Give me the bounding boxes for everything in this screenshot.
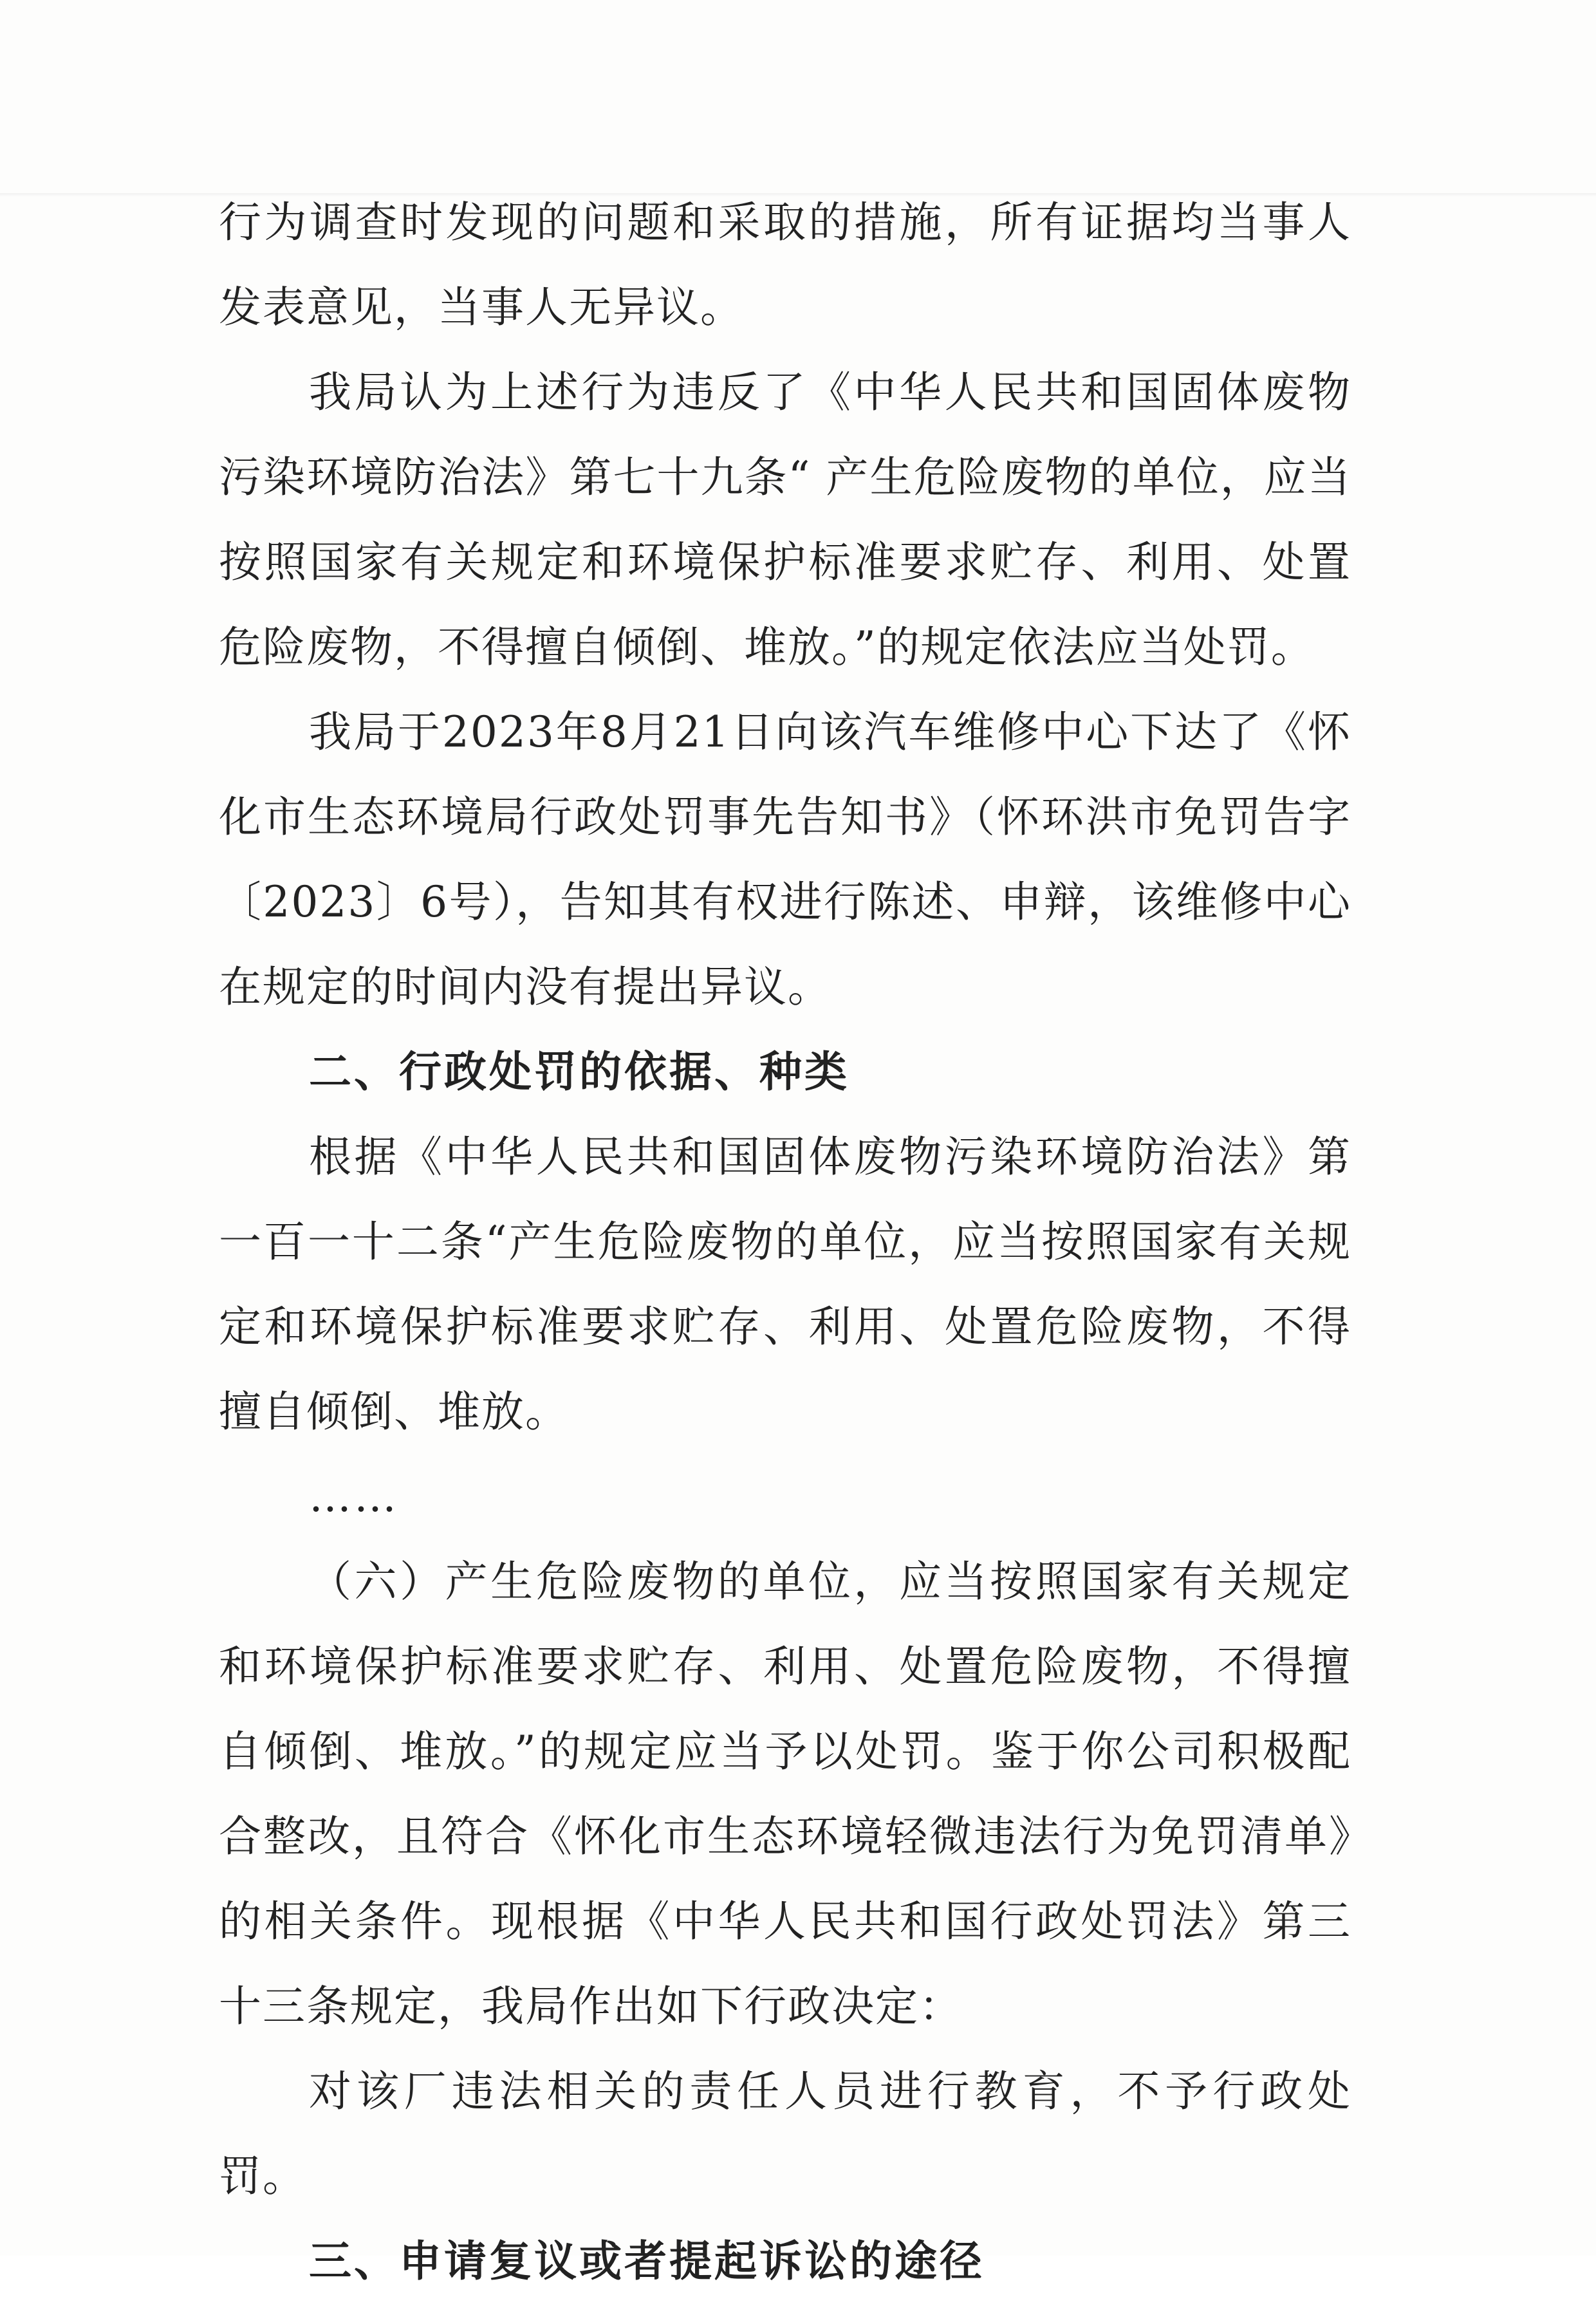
section-heading-appeal: 三、申请复议或者提起诉讼的途径 bbox=[309, 2236, 985, 2286]
paragraph-prior-notice: 我局于2023年8月21日向该汽车维修中心下达了《怀化市生态环境局行政处罚事先告知书》（怀环洪市免罚告字〔2023〕6号），告知其有权进行陈述、申辩，该维修中心在规定的时间内没有提出异议。 bbox=[219, 707, 1351, 1012]
paragraph-legal-basis: 根据《中华人民共和国固体废物污染环境防治法》第一百一十二条“产生危险废物的单位，应当按照国家有关规定和环境保护标准要求贮存、利用、处置危险废物，不得擅自倾倒、堆放。 bbox=[219, 1132, 1351, 1436]
document-body bbox=[219, 180, 1351, 2304]
paragraph-violation-finding: 我局认为上述行为违反了《中华人民共和国固体废物污染环境防治法》第七十九条“ 产生危险废物的单位，应当按照国家有关规定和环境保护标准要求贮存、利用、处置危险废物，不得擅自倾倒、堆放。”的规定依法应当处罚。 bbox=[219, 367, 1351, 672]
ellipsis-omission: …… bbox=[309, 1472, 399, 1521]
paragraph-continuation: 行为调查时发现的问题和采取的措施，所有证据均当事人发表意见，当事人无异议。 bbox=[219, 198, 1351, 332]
paragraph-clause-six: （六）产生危险废物的单位，应当按照国家有关规定和环境保护标准要求贮存、利用、处置危险废物，不得擅自倾倒、堆放。”的规定应当予以处罚。鉴于你公司积极配合整改，且符合《怀化市生态环境轻微违法行为免罚清单》的相关条件。现根据《中华人民共和国行政处罚法》第三十三条规定，我局作出如下行政决定： bbox=[219, 1557, 1351, 2031]
paragraph-decision: 对该厂违法相关的责任人员进行教育，不予行政处罚。 bbox=[219, 2067, 1351, 2201]
section-heading-penalty-basis: 二、行政处罚的依据、种类 bbox=[309, 1047, 849, 1097]
